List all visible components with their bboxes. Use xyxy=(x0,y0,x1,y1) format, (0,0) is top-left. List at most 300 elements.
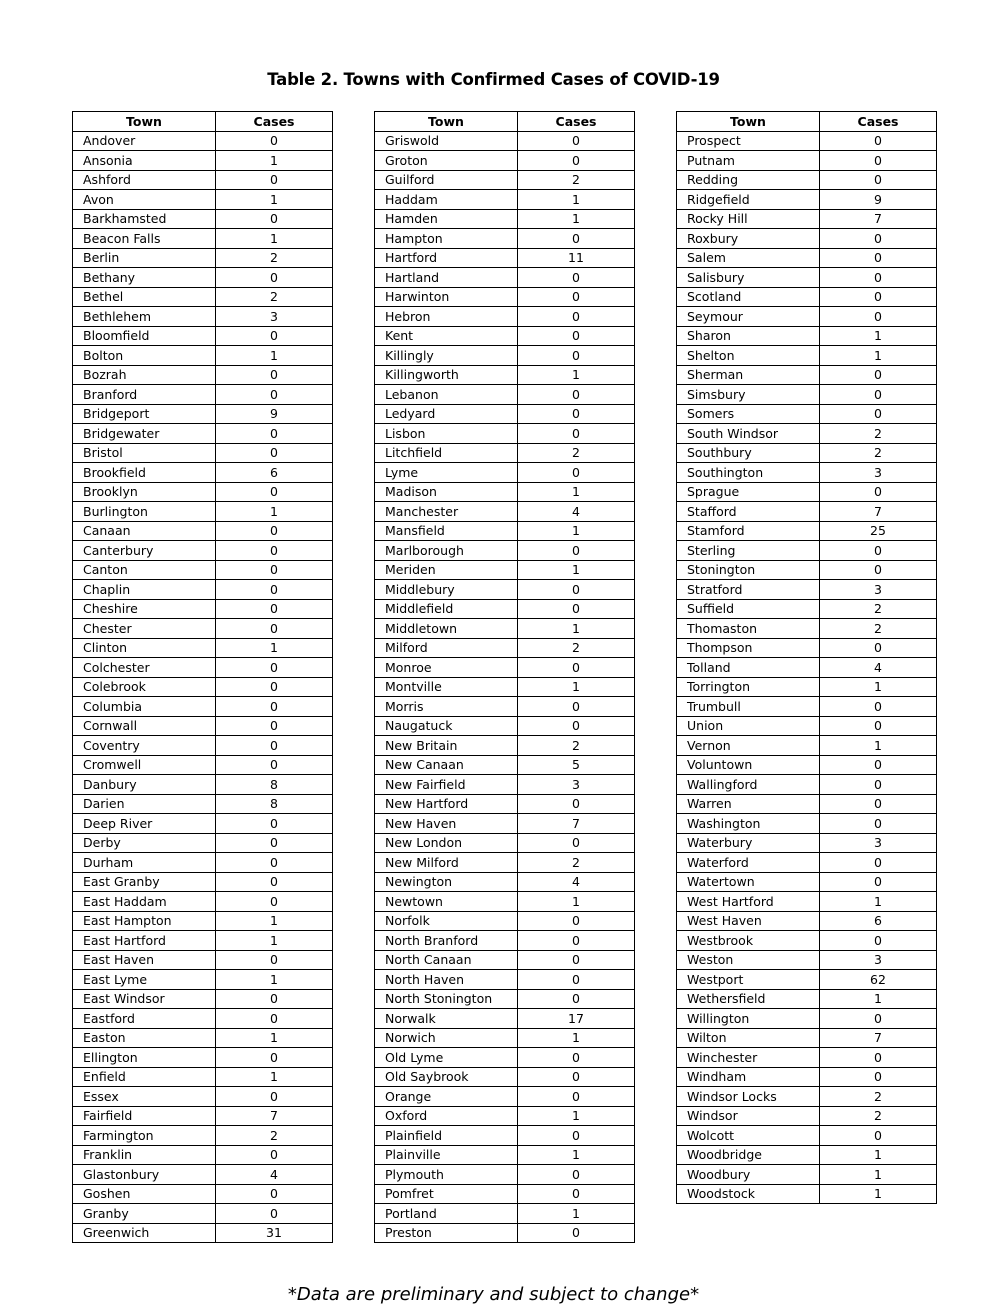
cases-cell: 7 xyxy=(820,209,937,229)
table-row xyxy=(73,970,333,990)
table-row xyxy=(73,638,333,658)
table-row xyxy=(375,872,635,892)
cases-cell: 0 xyxy=(820,931,937,951)
table-row xyxy=(677,229,937,249)
cases-cell: 7 xyxy=(518,814,635,834)
table-row xyxy=(677,1145,937,1165)
cases-cell: 0 xyxy=(518,599,635,619)
table-row xyxy=(73,482,333,502)
cases-cell: 0 xyxy=(820,307,937,327)
town-cell: Windham xyxy=(677,1067,820,1087)
cases-cell: 1 xyxy=(216,190,333,210)
cases-cell: 0 xyxy=(518,931,635,951)
cases-cell: 0 xyxy=(820,1126,937,1146)
town-cell: East Hartford xyxy=(73,931,216,951)
town-cell: East Granby xyxy=(73,872,216,892)
cases-cell: 0 xyxy=(216,1087,333,1107)
table-row xyxy=(375,268,635,288)
town-cell: Ashford xyxy=(73,170,216,190)
town-cell: Salem xyxy=(677,248,820,268)
cases-cell: 3 xyxy=(820,833,937,853)
cases-cell: 0 xyxy=(216,619,333,639)
cases-cell: 1 xyxy=(518,482,635,502)
town-cell: Bolton xyxy=(73,346,216,366)
table-row xyxy=(73,190,333,210)
cases-cell: 0 xyxy=(216,209,333,229)
town-cell: Canton xyxy=(73,560,216,580)
town-cell: Haddam xyxy=(375,190,518,210)
cases-cell: 1 xyxy=(518,1028,635,1048)
table-row xyxy=(677,989,937,1009)
table-row xyxy=(375,794,635,814)
town-cell: Coventry xyxy=(73,736,216,756)
cases-cell: 0 xyxy=(216,385,333,405)
table-row xyxy=(375,989,635,1009)
cases-cell: 0 xyxy=(518,911,635,931)
cases-cell: 0 xyxy=(518,151,635,171)
table-row xyxy=(73,209,333,229)
town-cell: North Haven xyxy=(375,970,518,990)
cases-cell: 9 xyxy=(216,404,333,424)
town-cell: East Haddam xyxy=(73,892,216,912)
town-cell: Old Lyme xyxy=(375,1048,518,1068)
table-row xyxy=(73,989,333,1009)
table-row xyxy=(73,833,333,853)
table-row xyxy=(73,814,333,834)
town-cell: Sterling xyxy=(677,541,820,561)
table-row xyxy=(375,1145,635,1165)
town-cell: Fairfield xyxy=(73,1106,216,1126)
cases-cell: 1 xyxy=(820,1145,937,1165)
cases-cell: 1 xyxy=(820,1165,937,1185)
town-cell: Suffield xyxy=(677,599,820,619)
town-cell: Cromwell xyxy=(73,755,216,775)
cases-cell: 2 xyxy=(518,853,635,873)
town-cell: Bozrah xyxy=(73,365,216,385)
town-cell: Voluntown xyxy=(677,755,820,775)
cases-cell: 2 xyxy=(216,1126,333,1146)
table-row xyxy=(375,736,635,756)
table-row xyxy=(375,619,635,639)
table-row xyxy=(375,1223,635,1243)
town-cell: Shelton xyxy=(677,346,820,366)
town-cell: Morris xyxy=(375,697,518,717)
table-row xyxy=(677,385,937,405)
table-row xyxy=(375,131,635,151)
cases-cell: 3 xyxy=(820,950,937,970)
cases-cell: 0 xyxy=(216,365,333,385)
town-cell: Woodstock xyxy=(677,1184,820,1204)
town-cell: Washington xyxy=(677,814,820,834)
cases-cell: 8 xyxy=(216,775,333,795)
cases-cell: 2 xyxy=(216,287,333,307)
table-row xyxy=(73,580,333,600)
cases-cell: 0 xyxy=(518,404,635,424)
cases-cell: 1 xyxy=(518,209,635,229)
table-row xyxy=(677,853,937,873)
header-cases: Cases xyxy=(820,112,937,132)
town-cell: Barkhamsted xyxy=(73,209,216,229)
town-cell: Southington xyxy=(677,463,820,483)
table-row xyxy=(375,151,635,171)
table-row xyxy=(375,1009,635,1029)
table-row xyxy=(677,1184,937,1204)
town-cell: Madison xyxy=(375,482,518,502)
town-cell: Simsbury xyxy=(677,385,820,405)
table-row xyxy=(677,307,937,327)
town-cell: Killingly xyxy=(375,346,518,366)
cases-cell: 0 xyxy=(518,580,635,600)
town-cell: Waterford xyxy=(677,853,820,873)
table-row xyxy=(73,658,333,678)
cases-cell: 0 xyxy=(820,814,937,834)
cases-cell: 0 xyxy=(820,131,937,151)
cases-cell: 0 xyxy=(820,638,937,658)
table-row xyxy=(375,1106,635,1126)
cases-cell: 1 xyxy=(518,190,635,210)
cases-cell: 1 xyxy=(216,502,333,522)
town-cell: Franklin xyxy=(73,1145,216,1165)
table-row xyxy=(375,970,635,990)
town-cell: East Haven xyxy=(73,950,216,970)
cases-cell: 0 xyxy=(518,658,635,678)
cases-cell: 4 xyxy=(216,1165,333,1185)
cases-cell: 2 xyxy=(518,170,635,190)
town-cell: Kent xyxy=(375,326,518,346)
cases-cell: 1 xyxy=(820,989,937,1009)
table-row xyxy=(677,1009,937,1029)
cases-cell: 7 xyxy=(820,1028,937,1048)
table-row xyxy=(73,170,333,190)
cases-cell: 0 xyxy=(216,560,333,580)
header-row xyxy=(73,112,333,132)
cases-cell: 7 xyxy=(820,502,937,522)
cases-cell: 1 xyxy=(216,970,333,990)
town-cell: Vernon xyxy=(677,736,820,756)
table-row xyxy=(677,716,937,736)
table-row xyxy=(73,950,333,970)
cases-cell: 2 xyxy=(518,638,635,658)
town-cell: Preston xyxy=(375,1223,518,1243)
table-row xyxy=(375,463,635,483)
town-cell: Torrington xyxy=(677,677,820,697)
cases-cell: 0 xyxy=(216,833,333,853)
town-cell: East Windsor xyxy=(73,989,216,1009)
town-cell: Lebanon xyxy=(375,385,518,405)
cases-cell: 25 xyxy=(820,521,937,541)
table-row xyxy=(375,1028,635,1048)
table-row xyxy=(375,443,635,463)
cases-cell: 1 xyxy=(518,1145,635,1165)
table-row xyxy=(375,346,635,366)
town-cell: Oxford xyxy=(375,1106,518,1126)
table-row xyxy=(375,190,635,210)
town-cell: Southbury xyxy=(677,443,820,463)
table-row xyxy=(677,326,937,346)
cases-cell: 0 xyxy=(518,697,635,717)
table-row xyxy=(73,365,333,385)
cases-cell: 0 xyxy=(518,346,635,366)
table-row xyxy=(375,385,635,405)
table-row xyxy=(375,716,635,736)
table-body xyxy=(73,131,333,1243)
table-row xyxy=(677,365,937,385)
cases-cell: 0 xyxy=(820,151,937,171)
cases-cell: 0 xyxy=(518,463,635,483)
cases-cell: 0 xyxy=(216,1145,333,1165)
cases-cell: 3 xyxy=(820,463,937,483)
table-row xyxy=(73,287,333,307)
cases-cell: 2 xyxy=(820,424,937,444)
town-cell: Middlebury xyxy=(375,580,518,600)
cases-cell: 1 xyxy=(518,1204,635,1224)
towns-table-3 xyxy=(676,111,937,1204)
table-row xyxy=(677,697,937,717)
cases-cell: 0 xyxy=(216,541,333,561)
cases-cell: 0 xyxy=(216,716,333,736)
table-row xyxy=(677,268,937,288)
cases-cell: 1 xyxy=(820,677,937,697)
town-cell: Clinton xyxy=(73,638,216,658)
town-cell: Guilford xyxy=(375,170,518,190)
town-cell: Rocky Hill xyxy=(677,209,820,229)
cases-cell: 1 xyxy=(518,365,635,385)
table-row xyxy=(73,794,333,814)
town-cell: Norwalk xyxy=(375,1009,518,1029)
table-row xyxy=(73,1223,333,1243)
town-cell: Canterbury xyxy=(73,541,216,561)
town-cell: Eastford xyxy=(73,1009,216,1029)
cases-cell: 4 xyxy=(820,658,937,678)
cases-cell: 62 xyxy=(820,970,937,990)
cases-cell: 2 xyxy=(820,619,937,639)
table-row xyxy=(73,1106,333,1126)
town-cell: Stonington xyxy=(677,560,820,580)
cases-cell: 0 xyxy=(216,482,333,502)
cases-cell: 7 xyxy=(216,1106,333,1126)
table-row xyxy=(375,502,635,522)
cases-cell: 0 xyxy=(518,326,635,346)
table-row xyxy=(73,872,333,892)
town-cell: New Hartford xyxy=(375,794,518,814)
town-cell: Westport xyxy=(677,970,820,990)
town-cell: Somers xyxy=(677,404,820,424)
town-cell: North Canaan xyxy=(375,950,518,970)
town-cell: Sprague xyxy=(677,482,820,502)
town-cell: Bridgeport xyxy=(73,404,216,424)
town-cell: Hartland xyxy=(375,268,518,288)
town-cell: Winchester xyxy=(677,1048,820,1068)
town-cell: Brooklyn xyxy=(73,482,216,502)
table-row xyxy=(677,677,937,697)
table-row xyxy=(677,541,937,561)
table-row xyxy=(375,1184,635,1204)
town-cell: Canaan xyxy=(73,521,216,541)
cases-cell: 0 xyxy=(216,131,333,151)
table-row xyxy=(73,619,333,639)
table-row xyxy=(73,931,333,951)
town-cell: Danbury xyxy=(73,775,216,795)
cases-cell: 4 xyxy=(518,872,635,892)
town-cell: Darien xyxy=(73,794,216,814)
cases-cell: 2 xyxy=(820,1087,937,1107)
cases-cell: 0 xyxy=(216,521,333,541)
cases-cell: 0 xyxy=(820,755,937,775)
cases-cell: 0 xyxy=(216,1048,333,1068)
town-cell: Woodbury xyxy=(677,1165,820,1185)
town-cell: Salisbury xyxy=(677,268,820,288)
town-cell: Ansonia xyxy=(73,151,216,171)
cases-cell: 1 xyxy=(820,346,937,366)
cases-cell: 4 xyxy=(518,502,635,522)
town-cell: Naugatuck xyxy=(375,716,518,736)
town-cell: Derby xyxy=(73,833,216,853)
town-cell: Newtown xyxy=(375,892,518,912)
cases-cell: 0 xyxy=(518,1048,635,1068)
header-town: Town xyxy=(375,112,518,132)
cases-cell: 0 xyxy=(820,1009,937,1029)
cases-cell: 0 xyxy=(518,833,635,853)
town-cell: West Haven xyxy=(677,911,820,931)
table-row xyxy=(73,1048,333,1068)
cases-cell: 0 xyxy=(216,892,333,912)
town-cell: Granby xyxy=(73,1204,216,1224)
town-cell: Old Saybrook xyxy=(375,1067,518,1087)
town-cell: Plainville xyxy=(375,1145,518,1165)
table-row xyxy=(677,638,937,658)
cases-cell: 0 xyxy=(216,443,333,463)
table-row xyxy=(677,794,937,814)
table-row xyxy=(375,521,635,541)
cases-cell: 0 xyxy=(820,229,937,249)
table-row xyxy=(677,775,937,795)
cases-cell: 0 xyxy=(820,365,937,385)
town-cell: Hampton xyxy=(375,229,518,249)
table-row xyxy=(677,658,937,678)
header-row xyxy=(375,112,635,132)
table-row xyxy=(677,1048,937,1068)
town-cell: Wilton xyxy=(677,1028,820,1048)
town-cell: West Hartford xyxy=(677,892,820,912)
table-row xyxy=(73,599,333,619)
town-cell: Mansfield xyxy=(375,521,518,541)
table-row xyxy=(375,931,635,951)
cases-cell: 1 xyxy=(216,1067,333,1087)
cases-cell: 0 xyxy=(820,794,937,814)
town-cell: Portland xyxy=(375,1204,518,1224)
cases-cell: 1 xyxy=(820,892,937,912)
town-cell: Sherman xyxy=(677,365,820,385)
town-cell: Andover xyxy=(73,131,216,151)
table-row xyxy=(375,1087,635,1107)
town-cell: Waterbury xyxy=(677,833,820,853)
cases-cell: 0 xyxy=(820,287,937,307)
cases-cell: 0 xyxy=(518,385,635,405)
town-cell: Norwich xyxy=(375,1028,518,1048)
cases-cell: 1 xyxy=(216,151,333,171)
table-row xyxy=(73,1145,333,1165)
cases-cell: 1 xyxy=(216,638,333,658)
cases-cell: 0 xyxy=(820,560,937,580)
table-row xyxy=(677,287,937,307)
table-row xyxy=(677,482,937,502)
town-cell: Bloomfield xyxy=(73,326,216,346)
town-cell: New London xyxy=(375,833,518,853)
town-cell: Wethersfield xyxy=(677,989,820,1009)
town-cell: Wallingford xyxy=(677,775,820,795)
table-row xyxy=(73,404,333,424)
town-cell: Thomaston xyxy=(677,619,820,639)
table-row xyxy=(73,248,333,268)
cases-cell: 0 xyxy=(820,872,937,892)
table-row xyxy=(375,287,635,307)
table-row xyxy=(375,209,635,229)
table-row xyxy=(677,736,937,756)
town-cell: Columbia xyxy=(73,697,216,717)
town-cell: Essex xyxy=(73,1087,216,1107)
table-row xyxy=(677,131,937,151)
cases-cell: 0 xyxy=(216,697,333,717)
cases-cell: 0 xyxy=(518,950,635,970)
town-cell: Thompson xyxy=(677,638,820,658)
cases-cell: 9 xyxy=(820,190,937,210)
town-cell: Branford xyxy=(73,385,216,405)
towns-table-2 xyxy=(374,111,635,1243)
table-row xyxy=(375,1067,635,1087)
cases-cell: 0 xyxy=(216,424,333,444)
cases-cell: 3 xyxy=(820,580,937,600)
town-cell: Windsor xyxy=(677,1106,820,1126)
town-cell: Killingworth xyxy=(375,365,518,385)
cases-cell: 0 xyxy=(820,1067,937,1087)
cases-cell: 0 xyxy=(518,1165,635,1185)
cases-cell: 0 xyxy=(518,989,635,1009)
town-cell: Groton xyxy=(375,151,518,171)
town-cell: Montville xyxy=(375,677,518,697)
cases-cell: 0 xyxy=(518,229,635,249)
town-cell: Goshen xyxy=(73,1184,216,1204)
cases-cell: 31 xyxy=(216,1223,333,1243)
town-cell: Plainfield xyxy=(375,1126,518,1146)
table-row xyxy=(375,1165,635,1185)
table-row xyxy=(677,814,937,834)
cases-cell: 1 xyxy=(216,229,333,249)
table-row xyxy=(677,1126,937,1146)
table-row xyxy=(73,268,333,288)
town-cell: Putnam xyxy=(677,151,820,171)
table-row xyxy=(677,190,937,210)
town-cell: Westbrook xyxy=(677,931,820,951)
table-row xyxy=(73,443,333,463)
cases-cell: 8 xyxy=(216,794,333,814)
table-row xyxy=(73,1184,333,1204)
table-row xyxy=(73,463,333,483)
table-row xyxy=(73,560,333,580)
table-row xyxy=(73,853,333,873)
table-row xyxy=(73,1087,333,1107)
table-row xyxy=(375,170,635,190)
cases-cell: 3 xyxy=(518,775,635,795)
header-cases: Cases xyxy=(216,112,333,132)
table-row xyxy=(73,755,333,775)
cases-cell: 1 xyxy=(820,736,937,756)
table-row xyxy=(677,502,937,522)
town-cell: Trumbull xyxy=(677,697,820,717)
cases-cell: 2 xyxy=(820,443,937,463)
town-cell: Plymouth xyxy=(375,1165,518,1185)
town-cell: North Stonington xyxy=(375,989,518,1009)
cases-cell: 0 xyxy=(216,1204,333,1224)
